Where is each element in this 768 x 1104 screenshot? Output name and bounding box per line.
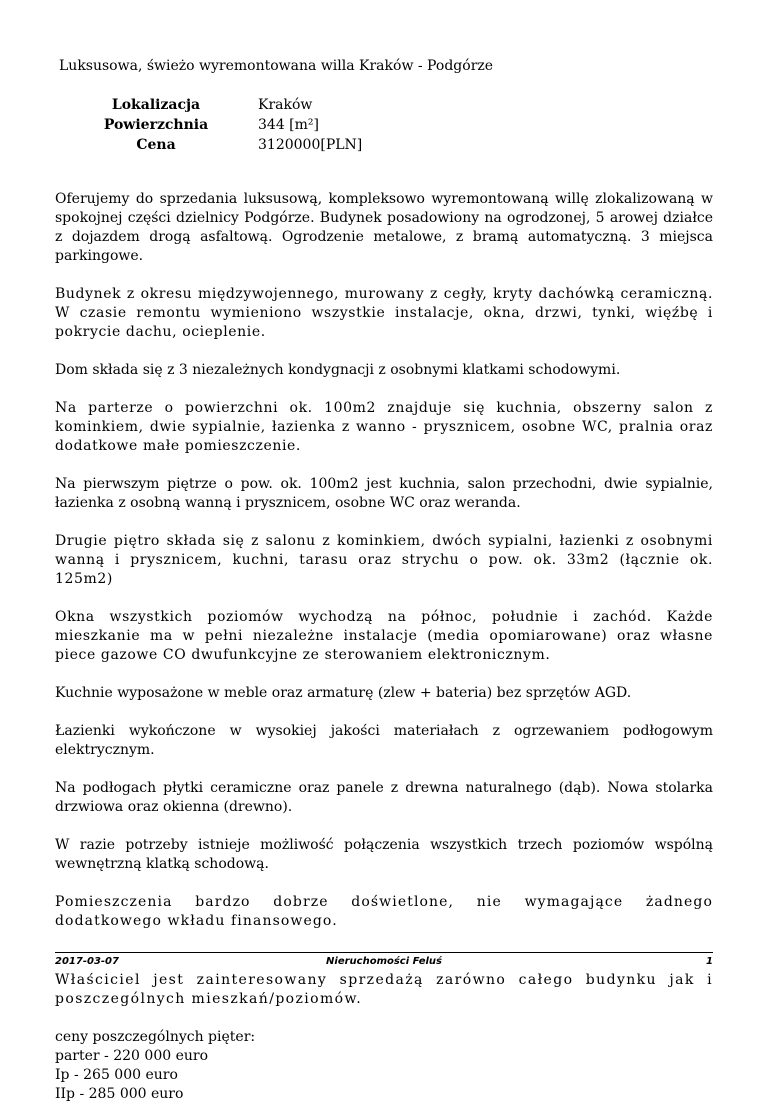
description-paragraph: Na pierwszym piętrze o pow. ok. 100m2 jest kuchnia, salon przechodni, dwie sypialnie, łazienka z osobną wanną i prysznicem, osobne WC oraz weranda. — [55, 476, 713, 511]
description-paragraph: Drugie piętro składa się z salonu z kominkiem, dwóch sypialni, łazienki z osobnymi wanną i prysznicem, kuchni, tarasu oraz strychu o pow. ok. 33m2 (łącznie ok. 125m2) — [55, 533, 713, 587]
detail-value: 344 [m²] — [258, 117, 319, 133]
floor-prices — [55, 1028, 713, 1104]
detail-value: Kraków — [258, 97, 313, 113]
page-number: 1 — [706, 956, 713, 967]
detail-label: Powierzchnia — [103, 117, 209, 133]
description-paragraph: Kuchnie wyposażone w meble oraz armaturę (zlew + bateria) bez sprzętów AGD. — [55, 685, 632, 701]
detail-label: Lokalizacja — [111, 97, 201, 113]
detail-value: 3120000[PLN] — [258, 137, 363, 153]
detail-row-price — [98, 135, 362, 155]
detail-label: Cena — [136, 137, 176, 153]
description-paragraph: Okna wszystkich poziomów wychodzą na północ, południe i zachód. Każde mieszkanie ma w pełni niezależne instalacje (media opomiarowane) oraz własne piece gazowe CO dwufunkcyjne ze sterowaniem elektronicznym. — [55, 609, 713, 663]
description-paragraph: Pomieszczenia bardzo dobrze doświetlone, nie wymagające żadnego dodatkowego wkładu finansowego. — [55, 894, 713, 929]
detail-row-location — [98, 95, 362, 115]
description-paragraph: Na podłogach płytki ceramiczne oraz panele z drewna naturalnego (dąb). Nowa stolarka drzwiowa oraz okienna (drewno). — [55, 780, 713, 815]
description-paragraph: Oferujemy do sprzedania luksusową, kompleksowo wyremontowaną willę zlokalizowaną w spokojnej części dzielnicy Podgórze. Budynek posadowiony na ogrodzonej, 5 arowej działce z dojazdem drogą asfaltową. Ogrodzenie metalowe, z bramą automatyczną. 3 miejsca parkingowe. — [55, 191, 713, 264]
description-paragraph: W razie potrzeby istnieje możliwość połączenia wszystkich trzech poziomów wspólną wewnętrzną klatką schodową. — [55, 837, 713, 872]
description-paragraph: Łazienki wykończone w wysokiej jakości materiałach z ogrzewaniem podłogowym elektrycznym. — [55, 723, 713, 758]
footer-divider — [55, 952, 713, 953]
description-paragraph: Na parterze o powierzchni ok. 100m2 znajduje się kuchnia, obszerny salon z kominkiem, dwie sypialnie, łazienka z wanno - prysznicem, osobne WC, pralnia oraz dodatkowe małe pomieszczenie. — [55, 400, 713, 454]
detail-row-area — [98, 115, 362, 135]
prices-heading: ceny poszczególnych pięter: — [55, 1029, 256, 1045]
listing-title: Luksusowa, świeżo wyremontowana willa Kraków - Podgórze — [59, 58, 494, 74]
listing-details — [98, 95, 362, 155]
footer-company: Nieruchomości Feluś — [326, 956, 442, 967]
description-paragraph: Właściciel jest zainteresowany sprzedażą zarówno całego budynku jak i poszczególnych mieszkań/poziomów. — [55, 972, 713, 1007]
footer-date: 2017-03-07 — [55, 956, 119, 967]
description-paragraph: Budynek z okresu międzywojennego, murowany z cegły, kryty dachówką ceramiczną. W czasie remontu wymieniono wszystkie instalacje, okna, drzwi, tynki, więźbę i pokrycie dachu, ocieplenie. — [55, 286, 713, 340]
price-item: parter - 220 000 euro — [55, 1048, 209, 1064]
price-item: IIp - 285 000 euro — [55, 1086, 184, 1102]
price-item: Ip - 265 000 euro — [55, 1067, 178, 1083]
description-paragraph: Dom składa się z 3 niezależnych kondygnacji z osobnymi klatkami schodowymi. — [55, 362, 621, 378]
